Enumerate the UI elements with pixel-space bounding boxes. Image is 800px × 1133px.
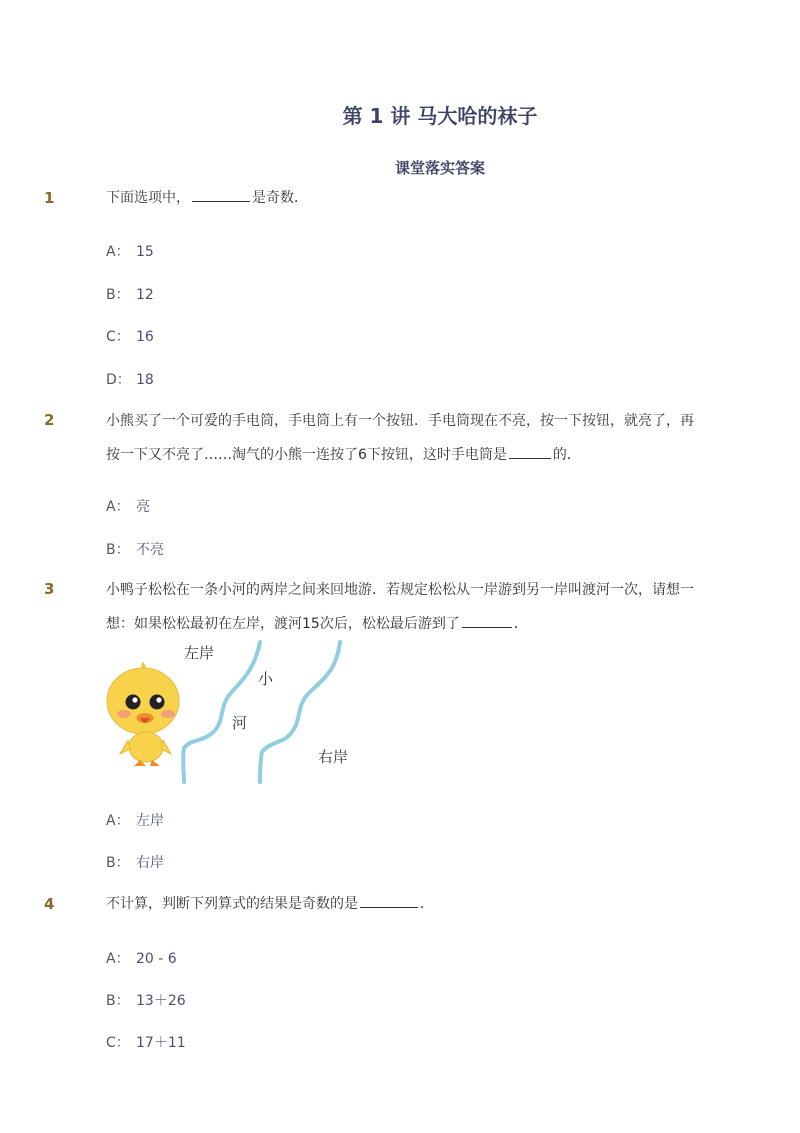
question-4-option-a[interactable]: A： 20 - 6 <box>106 951 177 967</box>
question-3-option-a[interactable]: A： 左岸 <box>106 813 164 829</box>
answer-blank <box>509 445 551 459</box>
question-1-option-c[interactable]: C： 16 <box>106 329 154 345</box>
illustration-svg <box>100 636 370 786</box>
answer-blank <box>192 188 250 202</box>
right-bank-label: 右岸 <box>318 750 349 766</box>
question-3-line-1: 小鸭子松松在一条小河的两岸之间来回地游．若规定松松从一岸游到另一岸叫渡河一次，请想一 <box>106 582 694 598</box>
question-3-text <box>106 573 726 641</box>
question-3-line-2: 想：如果松松最初在左岸，渡河15次后，松松最后游到了 ． <box>106 616 528 632</box>
question-2-line-1: 小熊买了一个可爱的手电筒，手电筒上有一个按钮．手电筒现在不亮，按一下按钮，就亮了，再 <box>106 413 694 429</box>
question-4-text: 不计算，判断下列算式的结果是奇数的是 ． <box>106 896 434 912</box>
lesson-title: 第 1 讲 马大哈的袜子 <box>342 104 538 128</box>
question-1-text-after: 是奇数． <box>252 190 308 206</box>
question-1-option-a[interactable]: A： 15 <box>106 244 154 260</box>
question-2-text <box>106 404 726 472</box>
left-bank-line <box>183 642 260 782</box>
answer-blank <box>360 894 418 908</box>
question-2-option-b[interactable]: B： 不亮 <box>106 542 164 558</box>
question-3-number: 3 <box>44 580 55 598</box>
question-4-option-c[interactable]: C： 17＋11 <box>106 1035 186 1051</box>
question-4-number: 4 <box>44 895 55 913</box>
question-2-option-a[interactable]: A： 亮 <box>106 499 150 515</box>
answer-blank <box>462 614 512 628</box>
question-1-text <box>106 181 726 215</box>
question-3-option-b[interactable]: B： 右岸 <box>106 855 164 871</box>
river-label-char-2: 河 <box>232 716 248 732</box>
question-1-number: 1 <box>44 189 55 207</box>
question-1-text-before: 下面选项中， <box>106 190 190 206</box>
duck-river-illustration <box>100 636 370 786</box>
question-4-option-b[interactable]: B： 13＋26 <box>106 993 186 1009</box>
question-2-line-2: 按一下又不亮了……淘气的小熊一连按了6下按钮，这时手电筒是 的． <box>106 447 581 463</box>
left-bank-label: 左岸 <box>184 646 215 662</box>
river-label-char-1: 小 <box>258 672 274 688</box>
question-1-option-b[interactable]: B： 12 <box>106 287 154 303</box>
section-subtitle: 课堂落实答案 <box>394 159 485 177</box>
duckling-icon <box>107 662 179 766</box>
question-2-number: 2 <box>44 411 55 429</box>
question-1-option-d[interactable]: D： 18 <box>106 372 154 388</box>
